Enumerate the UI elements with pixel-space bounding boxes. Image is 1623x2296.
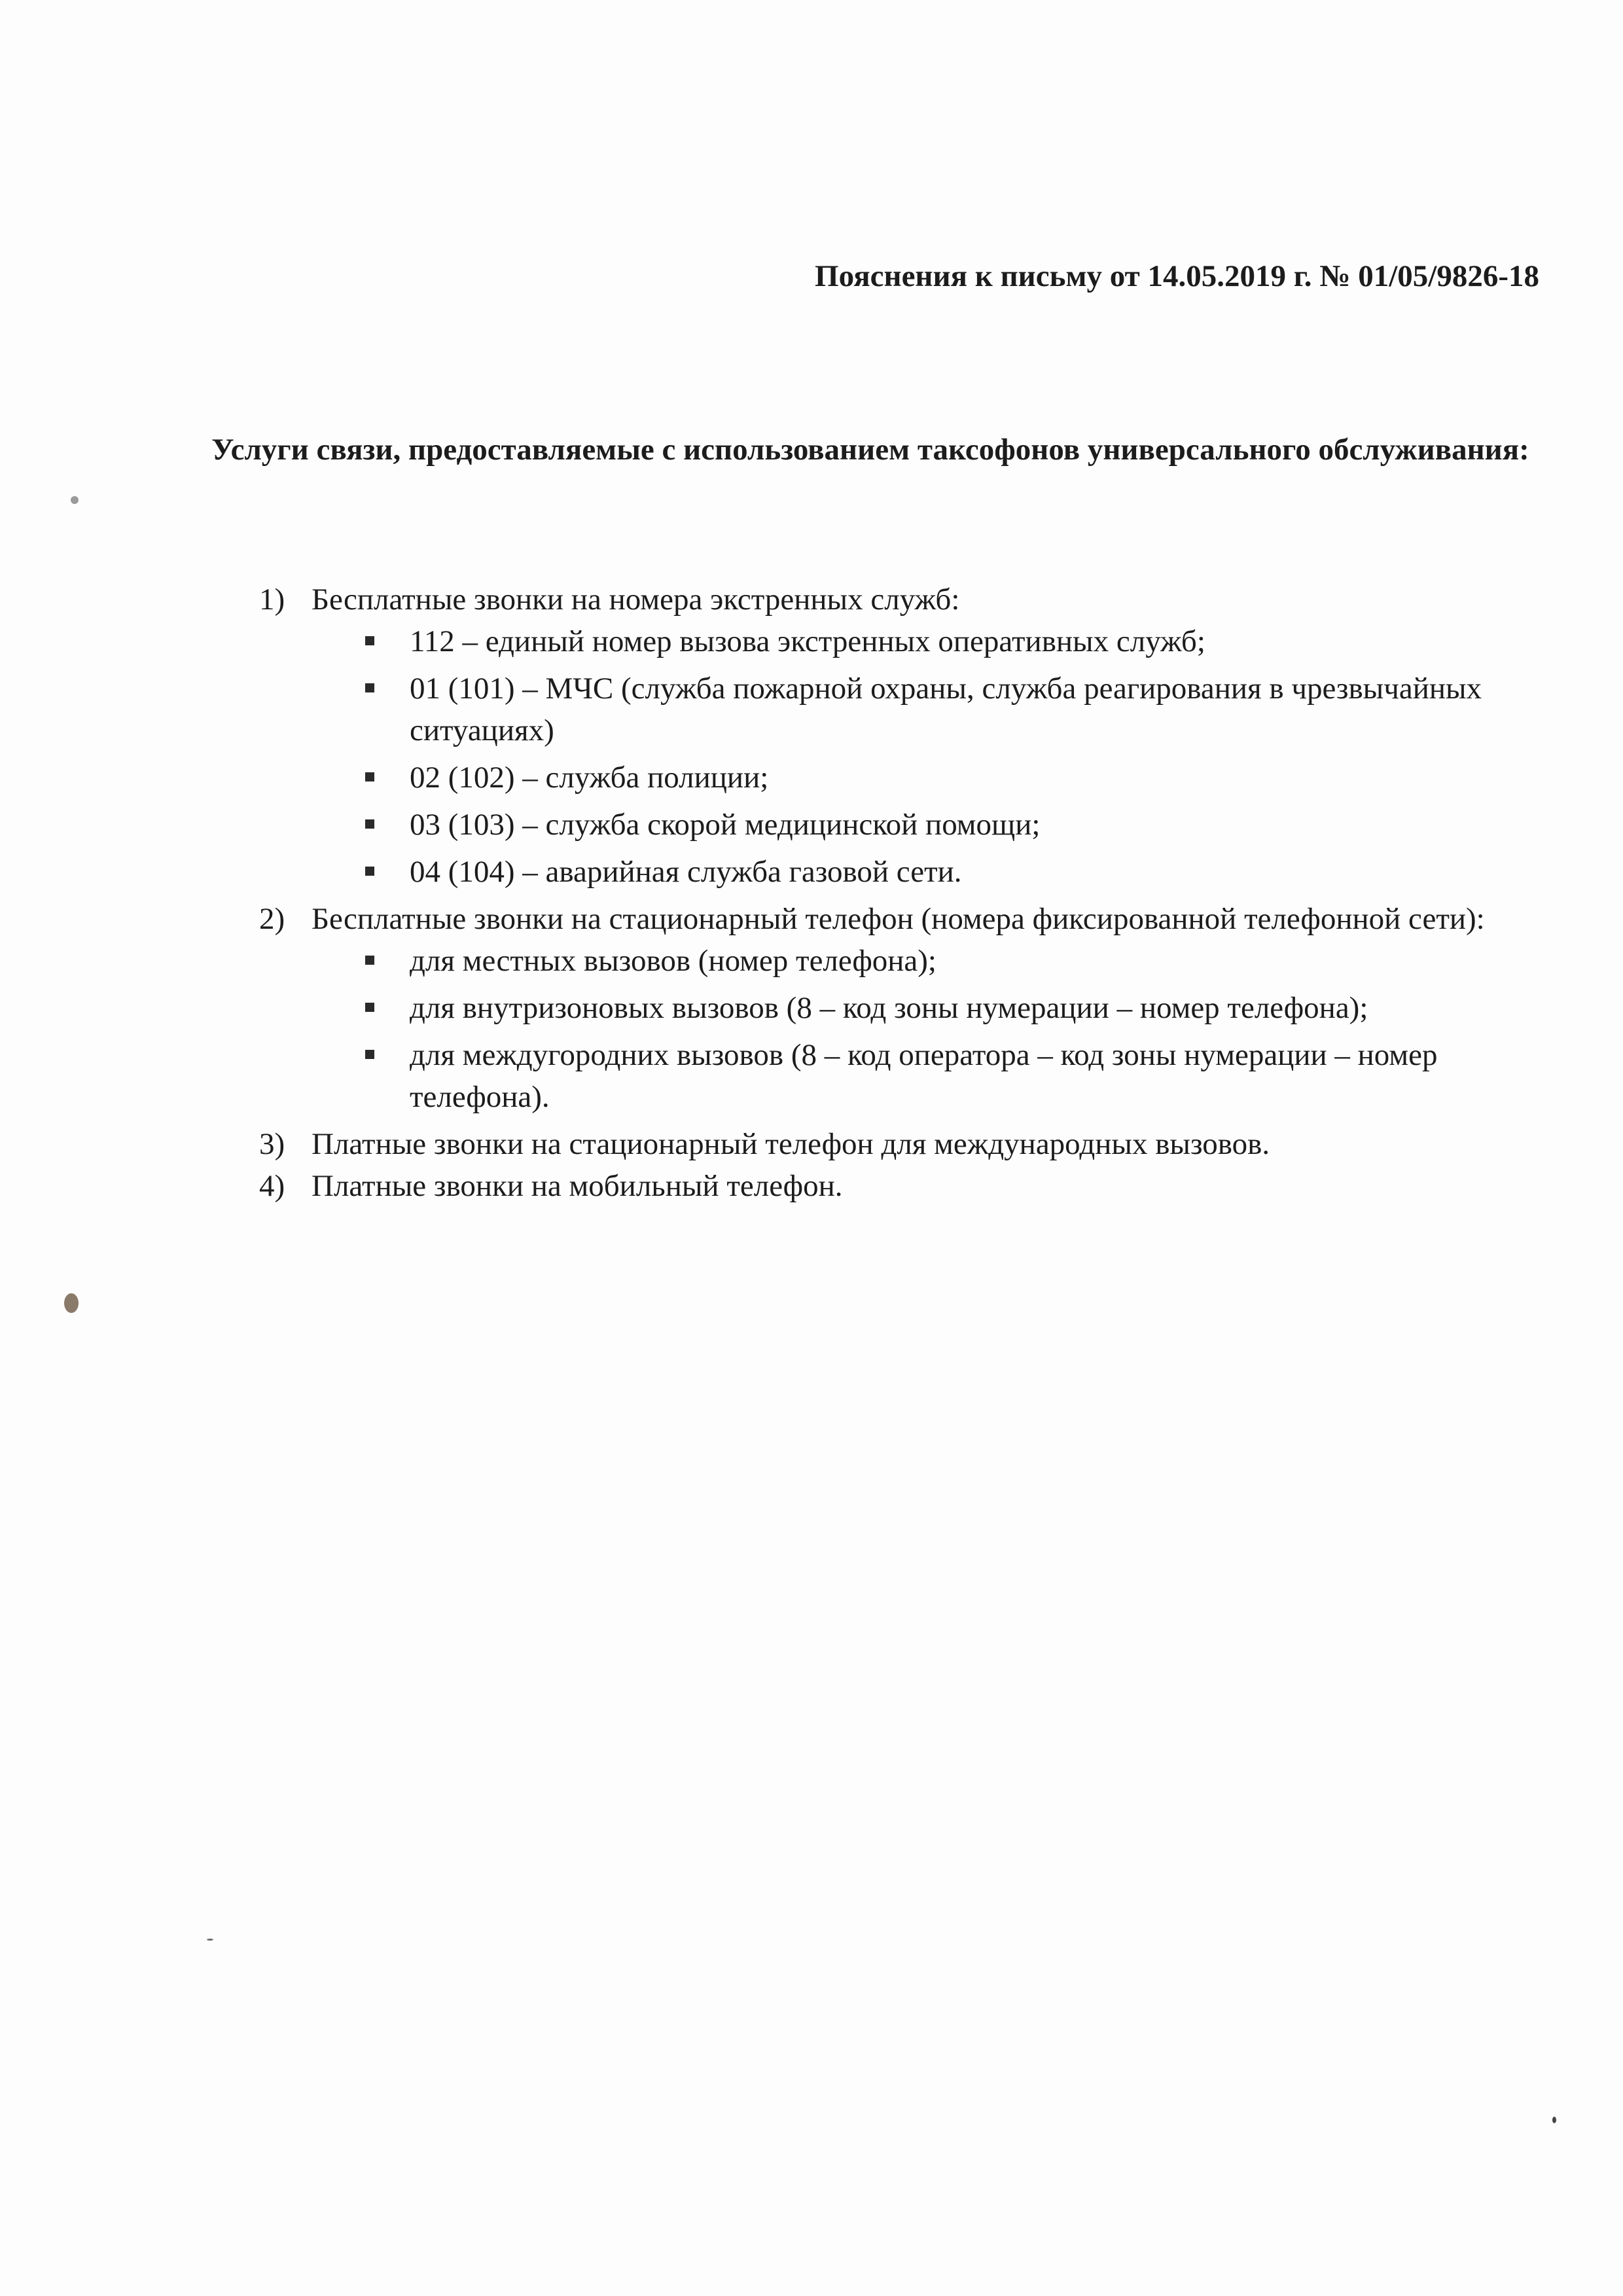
sub-item-text: 03 (103) – служба скорой медицинской помощи; [410,808,1041,842]
square-bullet-icon [365,1050,374,1059]
sub-item [410,757,1542,798]
square-bullet-icon [365,1003,374,1012]
sublist-emergency-numbers [312,620,1542,893]
sub-item [410,1034,1542,1118]
list-item-text: Бесплатные звонки на номера экстренных служб: [312,583,960,617]
list-item-1 [259,579,1542,893]
sub-item-text: для внутризоновых вызовов (8 – код зоны нумерации – номер телефона); [410,991,1368,1025]
list-item-number: 1) [259,583,285,617]
services-list [259,579,1542,1207]
list-item-4 [259,1165,1542,1207]
sub-item-text: для междугородних вызовов (8 – код оператора – код зоны нумерации – номер телефона). [410,1038,1438,1114]
sub-item [410,620,1542,662]
sub-item-text: 04 (104) – аварийная служба газовой сети. [410,855,962,889]
scan-speck [71,496,79,504]
sub-item-text: 02 (102) – служба полиции; [410,761,769,795]
list-item-text: Бесплатные звонки на стационарный телефон (номера фиксированной телефонной сети): [312,902,1485,936]
scan-speck [64,1293,79,1313]
list-item-text: Платные звонки на мобильный телефон. [312,1169,843,1203]
list-item-number: 2) [259,902,285,936]
list-item-number: 3) [259,1127,285,1161]
scan-speck [207,1939,213,1941]
sublist-fixed-line-calls [312,940,1542,1118]
list-item-3 [259,1123,1542,1165]
square-bullet-icon [365,683,374,692]
document-heading: Услуги связи, предоставляемые с использованием таксофонов универсального обслуживания: [211,433,1529,467]
sub-item [410,987,1542,1029]
sub-item-text: 01 (101) – МЧС (служба пожарной охраны, служба реагирования в чрезвычайных ситуациях) [410,672,1482,747]
scan-speck [1552,2117,1556,2123]
list-item-text: Платные звонки на стационарный телефон для международных вызовов. [312,1127,1270,1161]
square-bullet-icon [365,772,374,781]
square-bullet-icon [365,867,374,876]
sub-item-text: 112 – единый номер вызова экстренных оперативных служб; [410,624,1205,658]
sub-item-text: для местных вызовов (номер телефона); [410,944,936,978]
sub-item [410,851,1542,893]
list-item-2 [259,898,1542,1118]
sub-item [410,668,1542,751]
list-item-number: 4) [259,1169,285,1203]
sub-item [410,804,1542,846]
square-bullet-icon [365,956,374,965]
sub-item [410,940,1542,982]
letter-reference-line: Пояснения к письму от 14.05.2019 г. № 01/05/9826-18 [815,259,1539,293]
square-bullet-icon [365,819,374,829]
square-bullet-icon [365,636,374,645]
